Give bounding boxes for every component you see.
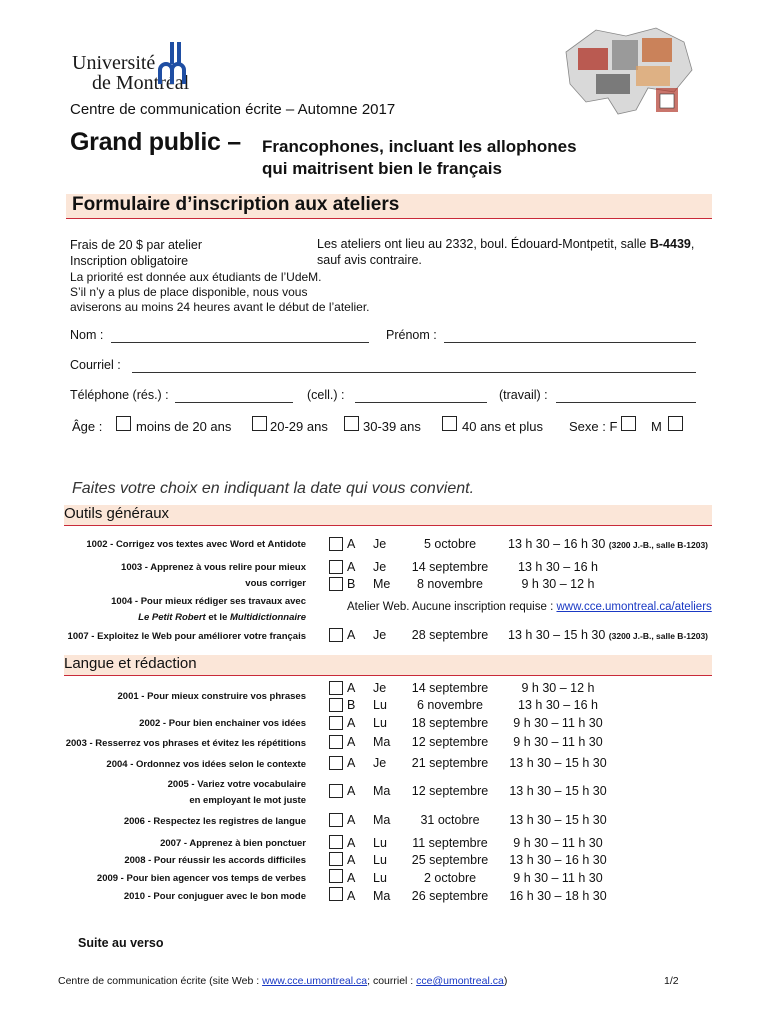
workshop-1007-time (508, 628, 708, 642)
tel-res-field[interactable] (175, 402, 293, 403)
workshop-2001-a-time: 9 h 30 – 12 h (521, 681, 595, 695)
workshop-2002-date: 18 septembre (411, 716, 489, 730)
workshop-2003-date: 12 septembre (411, 735, 489, 749)
workshop-2003-title: 2003 - Resserrez vos phrases et évitez les répétitions (65, 738, 306, 749)
workshop-2007-date: 11 septembre (412, 836, 488, 850)
udem-logo-icon (158, 42, 194, 84)
workshop-2010-a-checkbox[interactable] (329, 887, 343, 901)
workshop-2008-a-checkbox[interactable] (329, 852, 343, 866)
priority-line2: S’il n’y a plus de place disponible, nous vous (70, 285, 308, 299)
workshop-1004-title-line1: 1004 - Pour mieux rédiger ses travaux avec (111, 596, 306, 607)
workshop-2008-time: 13 h 30 – 16 h 30 (509, 853, 607, 867)
section-langue-title: Langue et rédaction (64, 655, 197, 672)
prenom-label: Prénom : (386, 328, 437, 342)
workshop-2003-day: Ma (373, 735, 391, 749)
footer-mid: ; courriel : (367, 975, 417, 987)
workshop-1004-web-link[interactable]: www.cce.umontreal.ca/ateliers (556, 601, 712, 613)
workshop-1003-b-time: 9 h 30 – 12 h (521, 577, 595, 591)
workshop-2004-date: 21 septembre (411, 756, 489, 770)
workshop-2001-b-group: B (347, 698, 356, 712)
tel-travail-field[interactable] (556, 402, 696, 403)
footer-site-link[interactable]: www.cce.umontreal.ca (262, 975, 368, 987)
workshop-2008-date: 25 septembre (411, 853, 489, 867)
workshop-1002-a-checkbox[interactable] (329, 537, 343, 551)
footer-prefix: Centre de communication écrite (site Web : (58, 975, 263, 987)
workshop-2003-group: A (347, 735, 356, 749)
workshop-1003-a-group: A (347, 560, 356, 574)
workshop-1007-time-value: 13 h 30 – 15 h 30 (508, 628, 606, 642)
nom-field[interactable] (111, 342, 369, 343)
workshop-2007-a-checkbox[interactable] (329, 835, 343, 849)
workshop-2001-b-date: 6 novembre (416, 698, 483, 712)
workshop-2006-group: A (347, 813, 356, 827)
tel-cell-label: (cell.) : (307, 388, 345, 402)
workshop-1002-date: 5 octobre (423, 537, 477, 551)
workshop-2007-title: 2007 - Apprenez à bien ponctuer (160, 838, 306, 849)
workshop-1003-b-checkbox[interactable] (329, 577, 343, 591)
footer (58, 975, 507, 987)
location-prefix: Les ateliers ont lieu au 2332, boul. Édouard-Montpetit, salle (317, 237, 650, 251)
workshop-2007-group: A (347, 836, 356, 850)
workshop-1007-day: Je (373, 628, 387, 642)
workshop-2004-time: 13 h 30 – 15 h 30 (509, 756, 607, 770)
workshop-1002-group: A (347, 537, 356, 551)
workshop-2001-a-day: Je (373, 681, 387, 695)
location-room: B-4439 (649, 237, 691, 251)
age-under20-label: moins de 20 ans (136, 419, 232, 434)
workshop-2010-date: 26 septembre (411, 889, 489, 903)
workshop-2008-title: 2008 - Pour réussir les accords difficiles (124, 855, 306, 866)
age-40plus-label: 40 ans et plus (462, 419, 543, 434)
workshop-1004-title-and: et le (205, 612, 230, 623)
fee-line: Frais de 20 $ par atelier (70, 238, 203, 252)
section-outils-band (64, 505, 712, 526)
workshop-2009-date: 2 octobre (423, 871, 477, 885)
courriel-field[interactable] (132, 372, 696, 373)
workshop-2001-a-group: A (347, 681, 356, 695)
workshop-2005-date: 12 septembre (411, 784, 489, 798)
workshop-2005-time: 13 h 30 – 15 h 30 (509, 784, 607, 798)
audience-subtitle-line2: qui maitrisent bien le français (262, 159, 502, 178)
workshop-2009-a-checkbox[interactable] (329, 869, 343, 883)
workshop-2004-group: A (347, 756, 356, 770)
sexe-label: Sexe : F (569, 419, 618, 434)
tel-cell-field[interactable] (355, 402, 487, 403)
workshop-2002-title: 2002 - Pour bien enchainer vos idées (139, 718, 306, 729)
section-langue-band (64, 655, 712, 676)
location-info (317, 236, 717, 268)
age-40plus-checkbox[interactable] (442, 416, 457, 431)
workshop-1003-a-day: Je (373, 560, 387, 574)
workshop-1003-b-group: B (347, 577, 356, 591)
workshop-2009-group: A (347, 871, 356, 885)
workshop-1002-day: Je (373, 537, 387, 551)
tel-travail-label: (travail) : (499, 388, 548, 402)
workshop-1004-title (111, 594, 306, 626)
workshop-2006-time: 13 h 30 – 15 h 30 (509, 813, 607, 827)
workshop-2005-day: Ma (373, 784, 391, 798)
workshop-2009-title: 2009 - Pour bien agencer vos temps de verbes (96, 873, 306, 884)
workshop-2010-group: A (347, 889, 356, 903)
audience-subtitle-line1: Francophones, incluant les allophones (262, 137, 577, 156)
workshop-1003-a-checkbox[interactable] (329, 560, 343, 574)
age-30-39-label: 30-39 ans (363, 419, 421, 434)
workshop-2008-day: Lu (373, 853, 387, 867)
workshop-2008-group: A (347, 853, 356, 867)
prenom-field[interactable] (444, 342, 696, 343)
workshop-1003-title-line2: vous corriger (245, 578, 306, 589)
mandatory-line: Inscription obligatoire (70, 254, 189, 268)
workshop-2001-a-date: 14 septembre (411, 681, 489, 695)
audience-subtitle (262, 136, 577, 180)
section-outils-title: Outils généraux (64, 505, 170, 522)
workshop-1004-title-book2: Multidictionnaire (230, 612, 306, 623)
workshop-1003-title (121, 560, 306, 592)
workshop-2009-day: Lu (373, 871, 387, 885)
workshop-2005-title-line2: en employant le mot juste (189, 795, 306, 806)
workshop-2003-a-checkbox[interactable] (329, 735, 343, 749)
logo-line1: Université (72, 52, 156, 74)
workshop-1002-title: 1002 - Corrigez vos textes avec Word et Antidote (86, 539, 306, 550)
workshop-1007-note: (3200 J.-B., salle B-1203) (608, 631, 709, 641)
workshop-2010-day: Ma (373, 889, 391, 903)
fee-info (70, 237, 202, 269)
age-20-29-label: 20-29 ans (270, 419, 328, 434)
workshop-1003-title-line1: 1003 - Apprenez à vous relire pour mieux (121, 562, 306, 573)
workshop-2001-b-checkbox[interactable] (329, 698, 343, 712)
workshop-2004-title: 2004 - Ordonnez vos idées selon le contexte (106, 759, 306, 770)
priority-line3: aviserons au moins 24 heures avant le début de l’atelier. (70, 300, 370, 314)
age-20-29-checkbox[interactable] (252, 416, 267, 431)
workshop-2001-a-checkbox[interactable] (329, 681, 343, 695)
workshop-2001-b-day: Lu (373, 698, 387, 712)
center-title: Centre de communication écrite – Automne 2017 (70, 101, 396, 118)
sexe-f-checkbox[interactable] (621, 416, 636, 431)
workshop-2010-title: 2010 - Pour conjuguer avec le bon mode (123, 891, 306, 902)
choice-instruction: Faites votre choix en indiquant la date qui vous convient. (72, 480, 475, 497)
courriel-label: Courriel : (70, 358, 121, 372)
workshop-2002-a-checkbox[interactable] (329, 716, 343, 730)
location-line2: sauf avis contraire. (317, 253, 422, 267)
workshop-2005-title-line1: 2005 - Variez votre vocabulaire (167, 779, 306, 790)
priority-info (70, 270, 370, 315)
campus-collage-image (556, 22, 696, 117)
workshop-1003-a-time: 13 h 30 – 16 h (518, 560, 598, 574)
workshop-2001-b-time: 13 h 30 – 16 h (518, 698, 598, 712)
workshop-2002-group: A (347, 716, 356, 730)
location-suffix: , (690, 237, 695, 251)
workshop-2006-day: Ma (373, 813, 391, 827)
workshop-2006-title: 2006 - Respectez les registres de langue (123, 816, 306, 827)
workshop-2009-time: 9 h 30 – 11 h 30 (513, 871, 603, 885)
workshop-1007-a-checkbox[interactable] (329, 628, 343, 642)
audience-title: Grand public – (70, 128, 241, 156)
workshop-2006-date: 31 octobre (420, 813, 480, 827)
form-title: Formulaire d’inscription aux ateliers (72, 194, 400, 215)
tel-res-label: Téléphone (rés.) : (70, 388, 169, 402)
page-number: 1/2 (664, 975, 679, 987)
workshop-2010-time: 16 h 30 – 18 h 30 (509, 889, 607, 903)
workshop-1002-time (508, 537, 708, 551)
workshop-2006-a-checkbox[interactable] (329, 813, 343, 827)
workshop-1004-web-text: Atelier Web. Aucune inscription requise : (347, 601, 557, 613)
nom-label: Nom : (70, 328, 104, 342)
age-under20-checkbox[interactable] (116, 416, 131, 431)
workshop-2007-day: Lu (373, 836, 387, 850)
workshop-2003-time: 9 h 30 – 11 h 30 (513, 735, 603, 749)
sexe-m-label: M (651, 419, 662, 434)
logo-line2: de Montréal (92, 72, 190, 94)
footer-email-link[interactable]: cce@umontreal.ca (416, 975, 504, 987)
workshop-2007-time: 9 h 30 – 11 h 30 (513, 836, 603, 850)
workshop-2004-day: Je (373, 756, 387, 770)
workshop-1007-title: 1007 - Exploitez le Web pour améliorer votre français (67, 631, 306, 642)
workshop-2002-time: 9 h 30 – 11 h 30 (513, 716, 603, 730)
footer-suffix: ) (503, 975, 508, 987)
workshop-1003-b-date: 8 novembre (416, 577, 483, 591)
workshop-1007-date: 28 septembre (411, 628, 489, 642)
age-label: Âge : (72, 419, 103, 434)
workshop-1002-time-value: 13 h 30 – 16 h 30 (508, 537, 606, 551)
workshop-2005-title (168, 777, 306, 809)
sexe-m-checkbox[interactable] (668, 416, 683, 431)
workshop-2002-day: Lu (373, 716, 387, 730)
workshop-2004-a-checkbox[interactable] (329, 756, 343, 770)
workshop-1007-group: A (347, 628, 356, 642)
workshop-1002-note: (3200 J.-B., salle B-1203) (608, 540, 709, 550)
workshop-1003-b-day: Me (373, 577, 391, 591)
workshop-2001-title: 2001 - Pour mieux construire vos phrases (117, 691, 306, 702)
workshop-2005-group: A (347, 784, 356, 798)
workshop-2005-a-checkbox[interactable] (329, 784, 343, 798)
priority-line1: La priorité est donnée aux étudiants de l’UdeM. (70, 270, 322, 284)
workshop-1004-title-book1: Le Petit Robert (138, 612, 206, 623)
form-title-band (66, 194, 712, 219)
workshop-1003-a-date: 14 septembre (411, 560, 489, 574)
continued-on-back: Suite au verso (78, 936, 164, 950)
age-30-39-checkbox[interactable] (344, 416, 359, 431)
workshop-1004-web-note (347, 601, 712, 613)
